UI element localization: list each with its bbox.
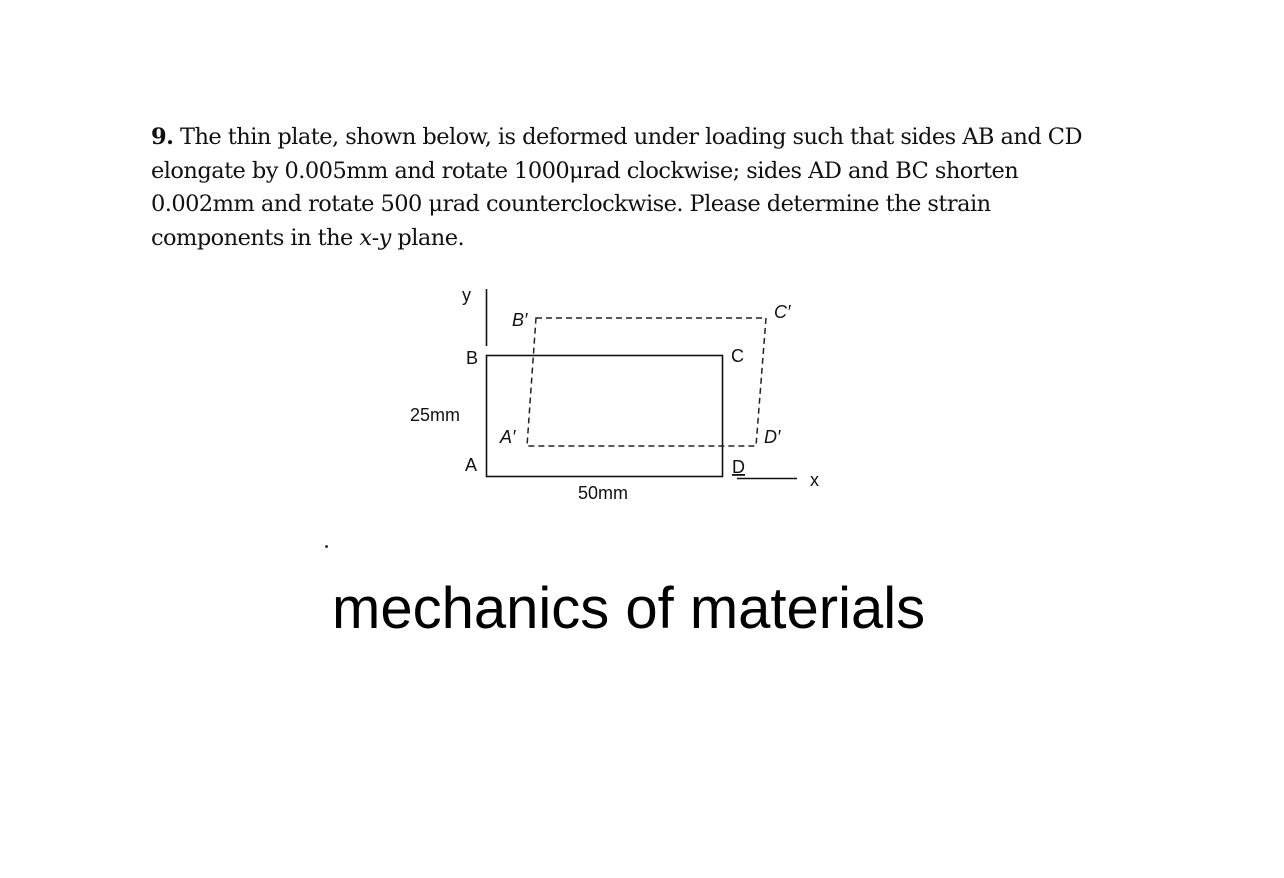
problem-line-2: elongate by 0.005mm and rotate 1000μrad clockwise; sides AD and BC shorten <box>151 157 1019 184</box>
problem-number: 9. <box>151 124 174 150</box>
point-b-prime-label: B′ <box>512 310 528 330</box>
height-dimension-label: 25mm <box>410 405 461 425</box>
point-a-label: A <box>465 455 478 475</box>
y-axis-label: y <box>462 285 471 305</box>
point-c-label: C <box>731 346 744 366</box>
problem-var-y: y <box>378 224 391 251</box>
problem-text-4a: components in the <box>151 224 360 251</box>
point-c-prime-label: C′ <box>774 302 791 322</box>
point-b-label: B <box>466 348 479 368</box>
problem-text-1: The thin plate, shown below, is deformed under loading such that sides AB and CD <box>173 124 1082 150</box>
point-a-prime-label: A′ <box>500 427 516 447</box>
caption-text: mechanics of materials <box>332 576 926 641</box>
width-dimension-label: 50mm <box>578 483 629 503</box>
original-plate <box>487 356 723 477</box>
problem-text-4b: plane. <box>390 224 465 251</box>
point-d-label: D <box>732 457 745 477</box>
problem-var-x: x <box>359 224 372 251</box>
stray-dot <box>325 545 328 548</box>
point-d-prime-label: D′ <box>764 427 781 447</box>
x-axis-label: x <box>810 470 819 490</box>
deformed-plate <box>527 318 766 446</box>
problem-line-3: 0.002mm and rotate 500 μrad counterclockwise. Please determine the strain <box>151 191 991 217</box>
problem-dash: - <box>371 224 379 251</box>
